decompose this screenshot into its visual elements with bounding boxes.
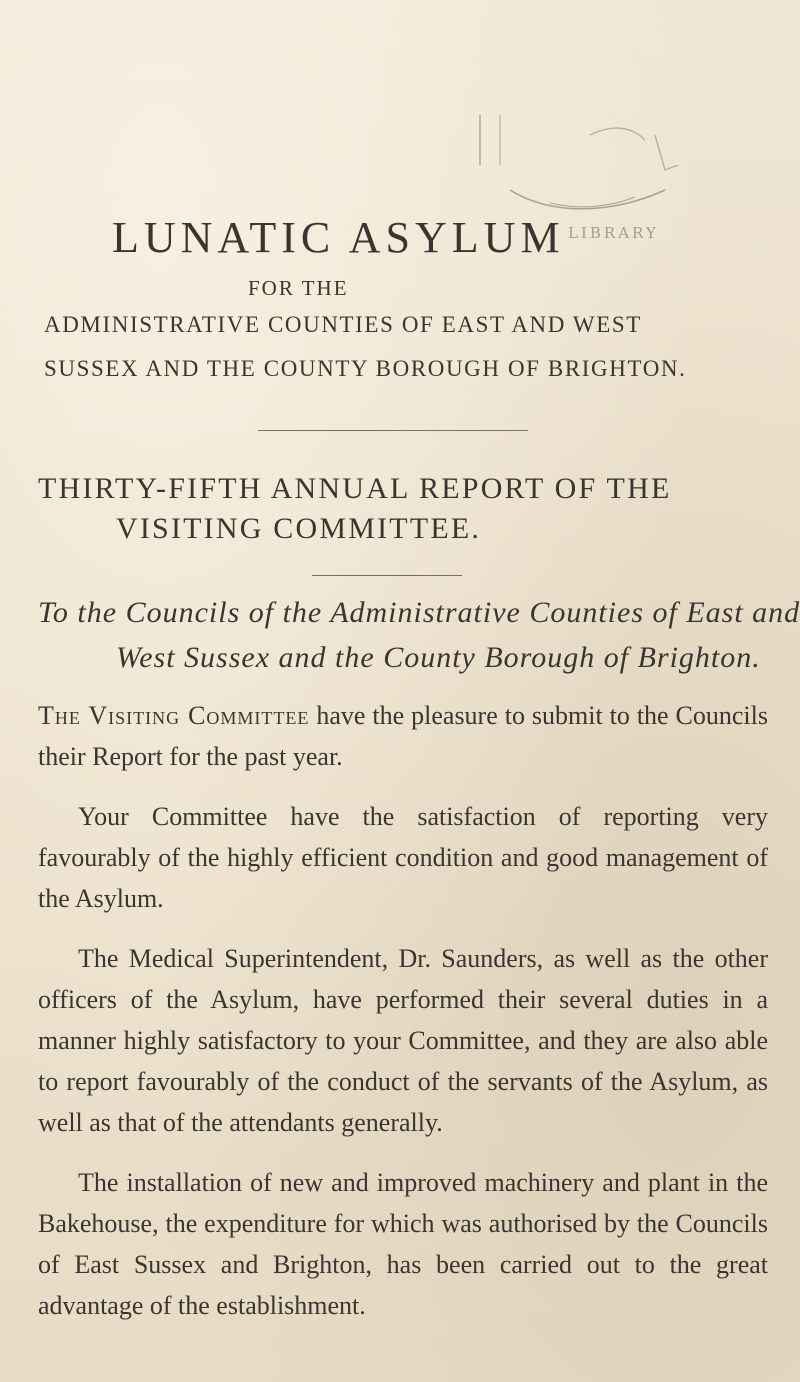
- addressee-line-1: To the Councils of the Administrative Counties of East and: [38, 596, 800, 629]
- report-heading-line-2: VISITING COMMITTEE.: [116, 512, 482, 545]
- addressee-line-2: West Sussex and the County Borough of Brighton.: [116, 641, 761, 674]
- for-the-label: FOR THE: [248, 276, 349, 300]
- subtitle-line-2: SUSSEX AND THE COUNTY BOROUGH OF BRIGHTON.: [44, 356, 687, 381]
- subtitle-line-1: ADMINISTRATIVE COUNTIES OF EAST AND WEST: [44, 312, 642, 337]
- paragraph-1-text: have the pleasure to submit to the Councils their Report for the past year.: [38, 701, 768, 771]
- divider-rule-1: [258, 430, 528, 431]
- paragraph-1: [38, 695, 768, 777]
- visiting-committee-smallcaps: The Visiting Committee: [38, 701, 310, 730]
- paragraph-4: The installation of new and improved machinery and plant in the Bakehouse, the expenditure for which was authorised by the Councils of East Sussex and Brighton, has been carried out to the great advantage of the establishment.: [38, 1168, 768, 1320]
- divider-rule-2: [312, 575, 462, 576]
- paragraph-3: The Medical Superintendent, Dr. Saunders, as well as the other officers of the Asylum, have performed their several duties in a manner highly satisfactory to your Committee, and they are also able to report favourably of the conduct of the servants of the Asylum, as well as that of the attendants generally.: [38, 944, 768, 1137]
- report-heading-line-1: THIRTY-FIFTH ANNUAL REPORT OF THE: [38, 472, 672, 505]
- report-body: [38, 695, 768, 1345]
- paragraph-2: Your Committee have the satisfaction of reporting very favourably of the highly efficient condition and good management of the Asylum.: [38, 802, 768, 913]
- document-title: LUNATIC ASYLUM: [112, 213, 565, 262]
- stamp-text: LIBRARY: [568, 224, 659, 242]
- addressee-block: [38, 590, 800, 680]
